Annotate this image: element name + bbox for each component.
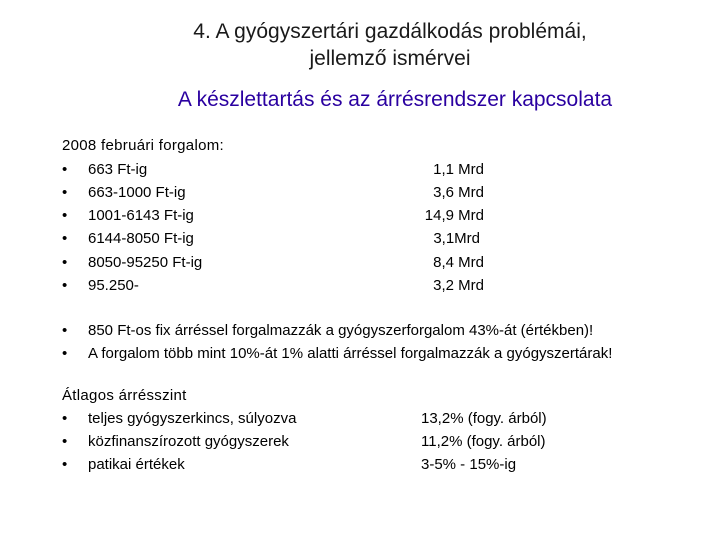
margin-heading: Átlagos árrésszint (62, 387, 187, 404)
slide-subtitle: A készlettartás és az árrésrendszer kapcsolata (177, 88, 613, 111)
sales-range: 663-1000 Ft-ig (88, 184, 186, 201)
bullet: • (62, 207, 68, 224)
bullet: • (62, 433, 68, 450)
bullet: • (62, 410, 68, 427)
bullet: • (62, 456, 68, 473)
sales-row (62, 161, 484, 184)
bullet: • (62, 161, 68, 178)
sales-row (62, 277, 484, 300)
sales-row (62, 254, 484, 277)
sales-range: 95.250- (88, 277, 139, 294)
margin-row (62, 456, 662, 479)
bullet: • (62, 184, 68, 201)
sales-value: 3,6 Mrd (433, 184, 484, 201)
sales-value: 8,4 Mrd (433, 254, 484, 271)
slide-title (120, 18, 660, 72)
margin-label: patikai értékek (88, 456, 185, 473)
sales-range: 663 Ft-ig (88, 161, 148, 178)
bullet: • (62, 322, 68, 339)
margin-row (62, 410, 662, 433)
sales-row (62, 184, 484, 207)
margin-label: közfinanszírozott gyógyszerek (88, 433, 289, 450)
bullet: • (62, 230, 68, 247)
bullet: • (62, 345, 68, 362)
note-item (62, 322, 682, 345)
sales-row (62, 230, 480, 253)
note-text: 850 Ft-os fix árréssel forgalmazzák a gyógyszerforgalom 43%-át (értékben)! (88, 322, 594, 339)
sales-range: 8050-95250 Ft-ig (88, 254, 203, 271)
margin-value: 11,2% (fogy. árból) (421, 433, 546, 450)
sales-range: 6144-8050 Ft-ig (88, 230, 194, 247)
title-line-2: jellemző ismérvei (309, 47, 471, 70)
margin-label: teljes gyógyszerkincs, súlyozva (88, 410, 297, 427)
sales-heading: 2008 februári forgalom: (62, 137, 224, 154)
title-line-1: 4. A gyógyszertári gazdálkodás problémái, (193, 20, 587, 43)
note-item (62, 345, 682, 368)
margin-row (62, 433, 662, 456)
bullet: • (62, 254, 68, 271)
sales-value: 1,1 Mrd (433, 161, 484, 178)
sales-value: 14,9 Mrd (424, 207, 484, 224)
margin-value: 3-5% - 15%-ig (421, 456, 517, 473)
sales-row (62, 207, 484, 230)
sales-value: 3,2 Mrd (433, 277, 484, 294)
sales-value: 3,1Mrd (433, 230, 480, 247)
bullet: • (62, 277, 68, 294)
sales-range: 1001-6143 Ft-ig (88, 207, 194, 224)
margin-value: 13,2% (fogy. árból) (421, 410, 547, 427)
note-text: A forgalom több mint 10%-át 1% alatti árréssel forgalmazzák a gyógyszertárak! (88, 345, 613, 362)
